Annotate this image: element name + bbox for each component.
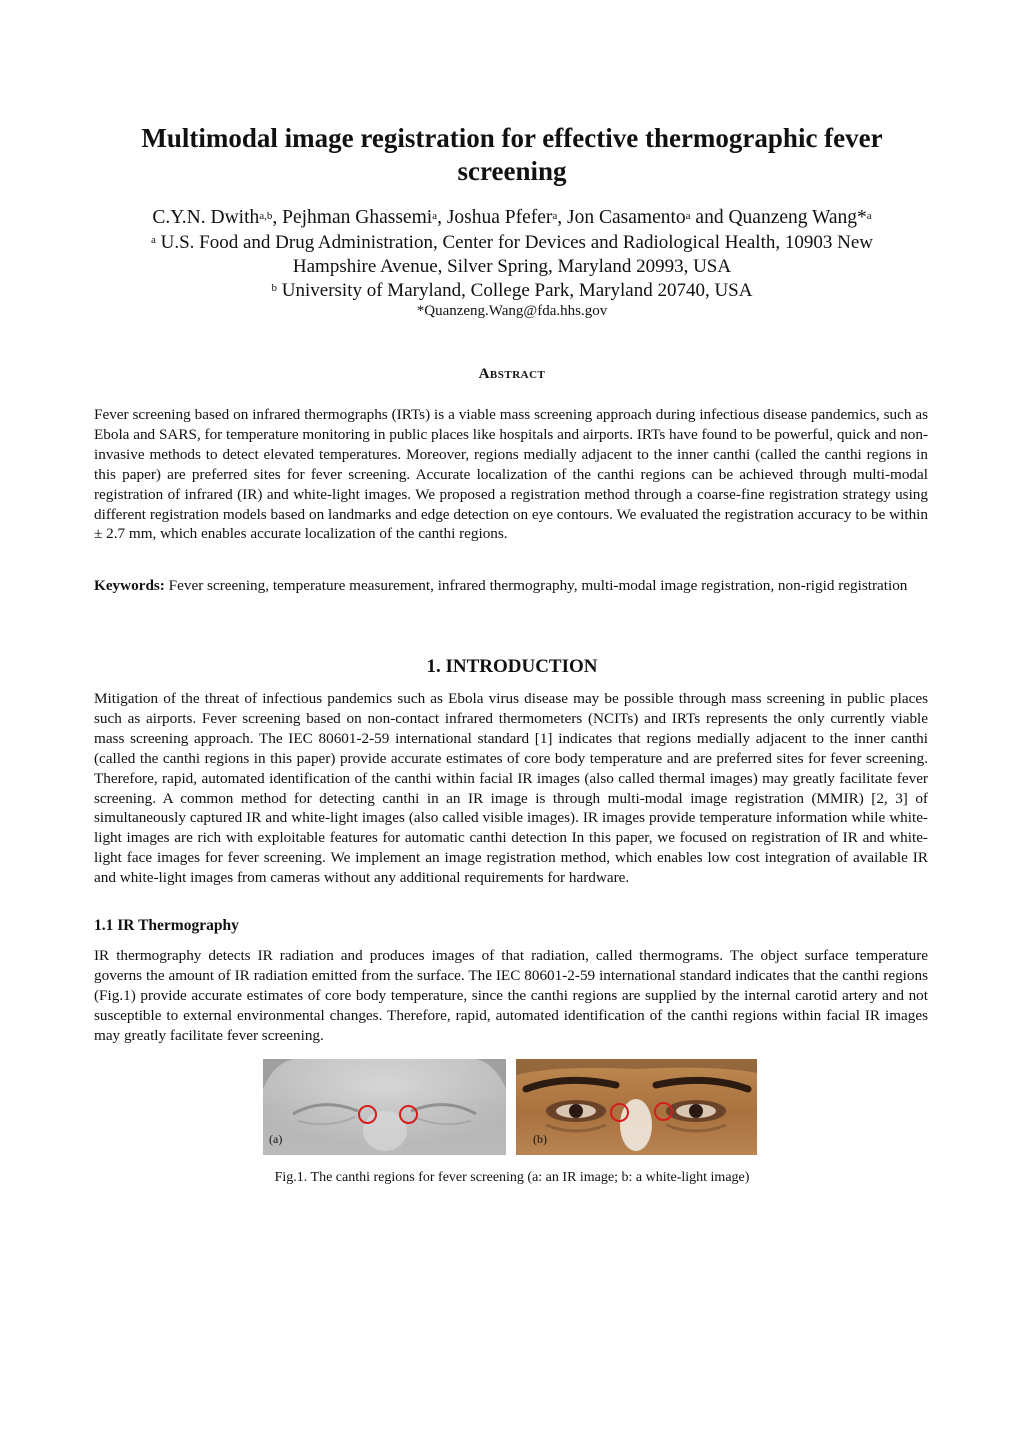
paper-title xyxy=(110,122,914,188)
author-name: Quanzeng Wang* xyxy=(728,207,867,228)
affiliation-b-text: University of Maryland, College Park, Maryland 20740, USA xyxy=(281,280,753,301)
author-name: Joshua Pfefer xyxy=(446,207,553,228)
ir-thermography-paragraph: IR thermography detects IR radiation and produces images of that radiation, called thermograms. The object surface temperature governs the amount of IR radiation emitted from the surface. The IEC 80601-2-59 international standard indicates that the canthi regions (Fig.1) provide accurate estimates of core body temperature, since the canthi regions are supplied by the internal carotid artery and not susceptible to external environmental changes. Therefore, rapid, automated identification of the canthi regions within facial IR images may greatly facilitate fever screening. xyxy=(94,947,928,1044)
affiliation-b-mark: b xyxy=(271,282,278,294)
affiliation-a-line-2: Hampshire Avenue, Silver Spring, Maryland 20993, USA xyxy=(292,256,732,277)
canthus-marker-left xyxy=(610,1103,629,1122)
introduction-paragraph: Mitigation of the threat of infectious pandemics such as Ebola virus disease may be possible through mass screening in public places such as airports. Fever screening based on non-contact infrared thermometers (NCITs) and IRTs represents the only currently viable mass screening approach. The IEC 80601-2-59 international standard [1] indicates that regions medially adjacent to the inner canthi (called the canthi regions in this paper) provide accurate estimates of core body temperature and are preferred sites for fever screening. Therefore, rapid, automated identification of the canthi within facial IR images (also called thermal images) may greatly facilitate fever screening. A common method for detecting canthi in an IR image is through multi-modal image registration (MMIR) [2, 3] of simultaneously captured IR and white-light images (also called visible images). IR images provide temperature information while white-light images are rich with exploitable features for automatic canthi detection In this paper, we focused on registration of IR and white-light face images for fever screening. We implement an image registration method, which enables low cost integration of available IR and white-light images from cameras without any additional requirements for hardware. xyxy=(94,690,928,887)
author-separator: , xyxy=(557,207,568,228)
author-affiliation-mark: a,b xyxy=(259,210,273,222)
subsection-heading-ir-thermography: 1.1 IR Thermography xyxy=(94,917,239,934)
white-light-face-illustration xyxy=(516,1059,757,1155)
figure-ir-image xyxy=(263,1059,506,1155)
affiliation-a-line-1: U.S. Food and Drug Administration, Center for Devices and Radiological Health, 10903 New xyxy=(160,232,873,253)
figure-panel-a-label: (a) xyxy=(269,1132,283,1146)
author-name: Jon Casamento xyxy=(567,207,686,228)
author-affiliation-mark: a xyxy=(552,210,558,222)
canthus-marker-right xyxy=(399,1105,418,1124)
corresponding-email: *Quanzeng.Wang@fda.hhs.gov xyxy=(416,303,608,319)
author-separator: and xyxy=(690,207,729,228)
figure-white-light-image xyxy=(516,1059,757,1155)
keywords-label: Keywords: xyxy=(94,577,165,594)
ir-face-illustration xyxy=(263,1059,506,1155)
abstract-text: Fever screening based on infrared thermographs (IRTs) is a viable mass screening approach during infectious disease pandemics, such as Ebola and SARS, for temperature monitoring in public places like hospitals and airports. IRTs have found to be powerful, quick and non-invasive methods to detect elevated temperatures. Moreover, regions medially adjacent to the inner canthi (called the canthi regions in this paper) are preferred sites for fever screening. Accurate localization of the canthi regions can be achieved through multi-modal registration of infrared (IR) and white-light images. We proposed a registration method through a coarse-fine registration strategy using different registration models based on landmarks and edge detection on eye contours. We evaluated the registration accuracy to be within ± 2.7 mm, which enables accurate localization of the canthi regions. xyxy=(94,406,928,543)
author-separator: , xyxy=(272,207,283,228)
author-affiliation-mark: a xyxy=(685,210,691,222)
author-name: C.Y.N. Dwith xyxy=(152,207,260,228)
author-affiliation-mark: a xyxy=(432,210,438,222)
author-affiliation-mark: a xyxy=(866,210,872,222)
title-line-1: Multimodal image registration for effective thermographic fever xyxy=(141,123,883,153)
affiliation-a-mark: a xyxy=(150,234,156,246)
abstract-heading: Abstract xyxy=(478,366,546,382)
keywords xyxy=(94,576,928,596)
keywords-text: Fever screening, temperature measurement, infrared thermography, multi-modal image registration, non-rigid registration xyxy=(168,577,908,594)
affiliation-a xyxy=(100,231,924,255)
section-heading-introduction: 1. INTRODUCTION xyxy=(426,656,598,677)
canthus-marker-right xyxy=(654,1102,673,1121)
author-separator: , xyxy=(437,207,447,228)
figure-caption: Fig.1. The canthi regions for fever screening (a: an IR image; b: a white-light image) xyxy=(274,1170,750,1185)
title-line-2: screening xyxy=(457,156,567,186)
affiliation-b xyxy=(100,279,924,303)
author-name: Pejhman Ghassemi xyxy=(282,207,433,228)
canthus-marker-left xyxy=(358,1105,377,1124)
figure-panel-b-label: (b) xyxy=(533,1132,547,1146)
author-list xyxy=(60,206,964,230)
